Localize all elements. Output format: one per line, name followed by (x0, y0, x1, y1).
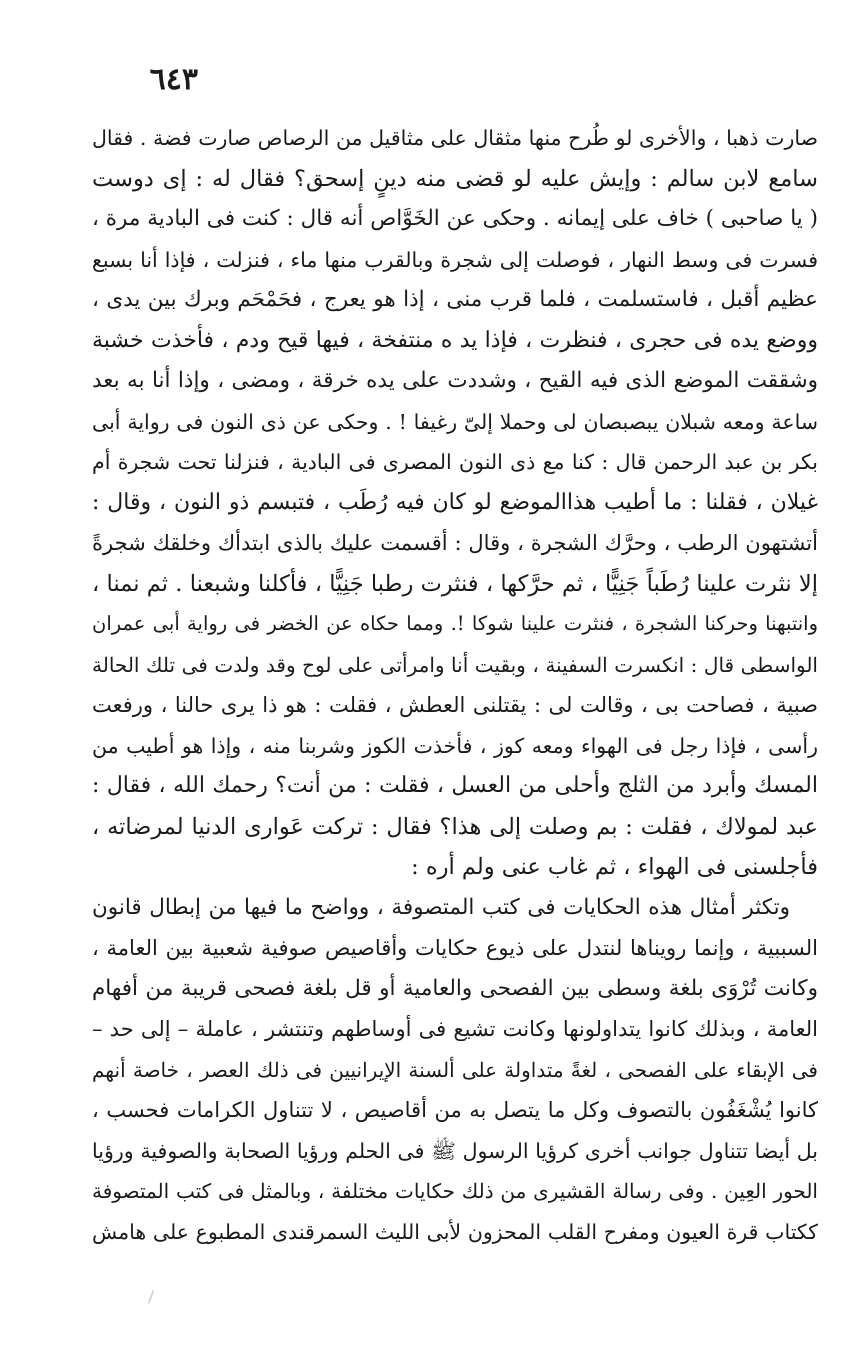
text-line: عظيم أقبل ، فاستسلمت ، فلما قرب منى ، إذا هو يعرج ، فحَمْحَم وبرك بين يدى ، (92, 287, 818, 312)
text-line: عبد لمولاك ، فقلت : بم وصلت إلى هذا؟ فقال : تركت عَوارى الدنيا لمرضاته ، (92, 813, 818, 840)
text-line: الواسطى قال : انكسرت السفينة ، وبقيت أنا وامرأتى على لوح وقد ولدت فى تلك الحالة (92, 652, 818, 677)
text-line: صبية ، فصاحت بى ، وقالت لى : يقتلنى العطش ، فقلت : هو ذا يرى حالنا ، ورفعت (92, 693, 818, 717)
text-line: رأسى ، فإذا رجل فى الهواء ومعه كوز ، فأخذت الكوز وشربنا منه ، وإذا هو أطيب من (92, 733, 818, 758)
text-line: ساعة ومعه شبلان يبصبصان لى وحملا إلىّ رغيفا ! . وحكى عن ذى النون فى رواية أبى (92, 409, 818, 434)
text-line: وتكثر أمثال هذه الحكايات فى كتب المتصوفة ، وواضح ما فيها من إبطال قانون (92, 894, 790, 920)
text-line: أتشتهون الرطب ، وحرَّك الشجرة ، وقال : أقسمت عليك بالذى ابتدأك وخلقك شجرةً (92, 531, 818, 555)
text-line: السببية ، وإنما رويناها لنتدل على ذيوع حكايات وأقاصيص صوفية شعبية بين العامة ، (92, 936, 818, 960)
page-number: ٦٤٣ (149, 62, 198, 97)
text-line: غيلان ، فقلنا : ما أطيب هذاالموضع لو كان فيه رُطَب ، فتبسم ذو النون ، وقال : (92, 489, 818, 515)
text-line: فى الإبقاء على الفصحى ، لغةً متداولة على ألسنة الإيرانيين فى ذلك العصر ، خاصة أنهم (92, 1057, 818, 1082)
text-line: فأجلسنى فى الهواء ، ثم غاب عنى ولم أره : (411, 854, 818, 880)
text-line: وشققت الموضع الذى فيه القيح ، وشددت على يده خرقة ، ومضى ، وإذا أنا به بعد (92, 368, 818, 393)
text-line: بكر بن عبد الرحمن قال : كنا مع ذى النون المصرى فى البادية ، فنزلنا تحت شجرة أم (92, 450, 818, 474)
text-line: بل أيضا تتناول جوانب أخرى كرؤيا الرسول ﷺ فى الحلم ورؤيا الصحابة والصوفية ورؤيا (92, 1138, 818, 1163)
text-line: سامع لابن سالم : وإيش عليه لو قضى منه دينٍ إسحق؟ فقال له : إى دوست (92, 165, 818, 192)
scan-mark (148, 1290, 155, 1304)
text-line: صارت ذهبا ، والأخرى لو طُرح منها مثقال على مثاقيل من الرصاص صارت فضة . فقال (92, 126, 818, 150)
text-line: المسك وأبرد من الثلج وأحلى من العسل ، فقلت : من أنت؟ رحمك الله ، فقال : (92, 773, 818, 798)
text-line: ( يا صاحبى ) خاف على إيمانه . وحكى عن الخَوَّاص أنه قال : كنت فى البادية مرة ، (92, 206, 818, 231)
text-line: العامة ، وبذلك كانوا يتداولونها وكانت تشيع فى أوساطهم وتنتشر ، عاملة – إلى حد – (92, 1017, 818, 1041)
text-line: فسرت فى وسط النهار ، فوصلت إلى شجرة وبالقرب منها ماء ، فنزلت ، فإذا أنا بسبع (92, 247, 818, 272)
text-line: ككتاب قرة العيون ومفرح القلب المحزون لأبى الليث السمرقندى المطبوع على هامش (92, 1219, 818, 1244)
text-line: وانتبهنا وحركنا الشجرة ، فنثرت علينا شوكا !. ومما حكاه عن الخضر فى رواية أبى عمران (92, 612, 818, 635)
text-line: إلا نثرت علينا رُطَباً جَنِيًّا ، ثم حرَّكها ، فنثرت رطبا جَنِيًّا ، فأكلنا وشبعنا . ثم نمنا ، (92, 570, 818, 597)
text-line: وكانت تُرْوَى بلغة وسطى بين الفصحى والعامية أو قل بلغة فصحى قريبة من أفهام (92, 975, 818, 1001)
text-line: ووضع يده فى حجرى ، فنظرت ، فإذا يد ه منتفخة ، فيها قيح ودم ، فأخذت خشبة (92, 327, 818, 353)
body-text (92, 118, 818, 1252)
text-line: الحور العِين . وفى رسالة القشيرى من ذلك حكايات مختلفة ، وبالمثل فى كتب المتصوفة (92, 1179, 818, 1203)
text-line: كانوا يُشْغَفُون بالتصوف وكل ما يتصل به من أقاصيص ، لا تتناول الكرامات فحسب ، (92, 1098, 818, 1122)
